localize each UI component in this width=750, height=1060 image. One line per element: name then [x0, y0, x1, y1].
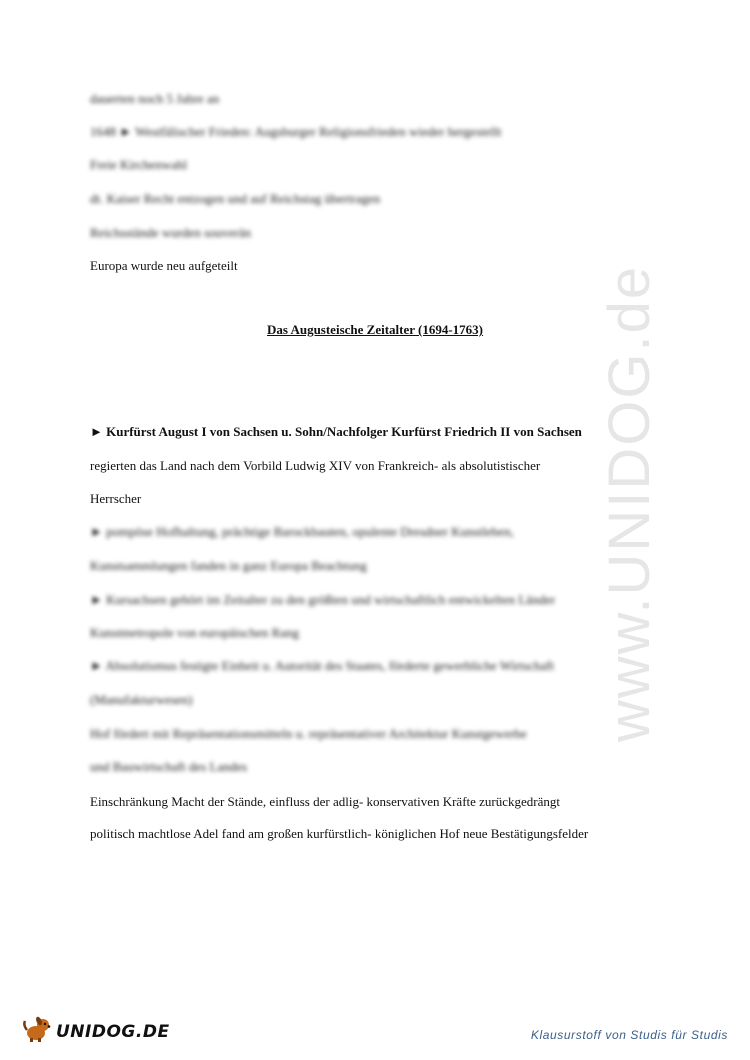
blurred-line: Kunstsammlungen fanden in ganz Europa Beachtung [90, 558, 367, 573]
unidog-logo[interactable] [22, 1015, 170, 1048]
text-line: regierten das Land nach dem Vorbild Ludwig XIV von Frankreich- als absolutistischer [90, 458, 541, 473]
blurred-line: (Manufakturwesen) [90, 692, 193, 707]
text-line: Einschränkung Macht der Stände, einfluss der adlig- konservativen Kräfte zurückgedrängt [90, 794, 561, 809]
blurred-line: 1648 ► Westfälischer Frieden: Augsburger Religionsfrieden wieder hergestellt [90, 124, 502, 139]
blurred-line: und Bauwirtschaft des Landes [90, 759, 248, 774]
blurred-line: ► Kursachsen gehört im Zeitalter zu den größten und wirtschaftlich entwickelten Länder [90, 592, 556, 607]
rulers-line: ► Kurfürst August I von Sachsen u. Sohn/Nachfolger Kurfürst Friedrich II von Sachsen [90, 424, 582, 439]
blurred-line: ► Absolutismus festigte Einheit u. Autorität des Staates, förderte gewerbliche Wirtschaft [90, 658, 555, 673]
blurred-line: Kunstmetropole von europäischen Rang [90, 625, 300, 640]
watermark-text: www.UNIDOG.de [596, 264, 662, 743]
logo-text: UNIDOG.DE [56, 1021, 170, 1042]
section-title: Das Augusteische Zeitalter (1694-1763) [266, 322, 484, 337]
text-line: politisch machtlose Adel fand am großen kurfürstlich- königlichen Hof neue Bestätigungsfelder [90, 826, 589, 841]
blurred-line: ► pompöse Hofhaltung, prächtige Barockbauten, opulente Dresdner Kunstleben, [90, 524, 514, 539]
blurred-line: Freie Kirchenwahl [90, 157, 188, 172]
dog-icon [22, 1015, 52, 1048]
text-line-europa: Europa wurde neu aufgeteilt [90, 258, 238, 273]
footer-slogan: Klausurstoff von Studis für Studis [530, 1028, 728, 1042]
blurred-line: dauerten noch 5 Jahre an [90, 91, 220, 106]
blurred-line: Hof fördert mit Repräsentationsmitteln u. repräsentativer Architektur Kunstgewerbe [90, 726, 527, 741]
blurred-line: Reichsstände wurden souverän [90, 225, 252, 240]
blurred-line: dt. Kaiser Recht entzogen und auf Reichstag übertragen [90, 191, 381, 206]
text-line: Herrscher [90, 491, 142, 506]
